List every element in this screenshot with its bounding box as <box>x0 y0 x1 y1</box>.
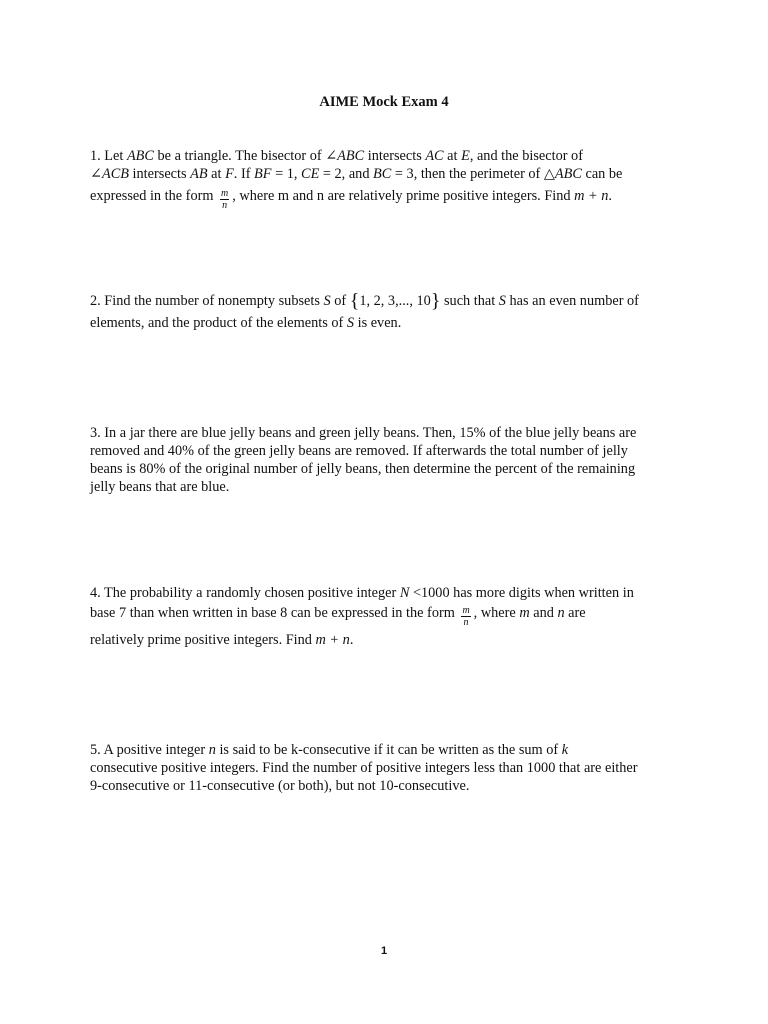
fraction-m-over-n: $\frac{m}{n}$ <box>462 605 470 628</box>
problem-3-line-3: beans is 80% of the original number of jelly beans, then determine the percent of the remaining <box>90 461 636 477</box>
problem-5-line-2: consecutive positive integers. Find the number of positive integers less than 1000 that are either <box>90 760 638 776</box>
page-number: 1 <box>380 945 388 957</box>
problem-5-line-1: 5. A positive integer n is said to be k-consecutive if it can be written as the sum of k <box>90 742 569 758</box>
problem-3-line-2: removed and 40% of the green jelly beans are removed. If afterwards the total number of jelly <box>90 443 628 459</box>
problem-5-line-3: 9-consecutive or 11-consecutive (or both), but not 10-consecutive. <box>90 778 470 794</box>
problem-2-line-1: 2. Find the number of nonempty subsets S of {1, 2, 3,..., 10} such that S has an even number of <box>90 290 639 312</box>
problem-3-line-1: 3. In a jar there are blue jelly beans and green jelly beans. Then, 15% of the blue jelly beans are <box>90 425 637 441</box>
problem-4-line-1: 4. The probability a randomly chosen positive integer N <1000 has more digits when written in <box>90 585 634 601</box>
page-title: AIME Mock Exam 4 <box>319 94 449 110</box>
problem-3 <box>90 424 690 496</box>
problem-1-line-1: 1. Let ABC be a triangle. The bisector of ∠ABC intersects AC at E, and the bisector of <box>90 148 583 164</box>
problem-4-line-2: base 7 than when written in base 8 can be expressed in the form $\frac{m}{n}$ , where m and n are <box>90 604 586 628</box>
fraction-m-over-n: $\frac{m}{n}$ <box>221 188 229 211</box>
problem-3-line-4: jelly beans that are blue. <box>90 479 230 495</box>
problem-2 <box>90 290 690 332</box>
problem-1 <box>90 147 690 211</box>
problem-2-line-2: elements, and the product of the elements of S is even. <box>90 315 402 331</box>
problem-4 <box>90 584 690 649</box>
problem-5 <box>90 741 690 795</box>
problem-1-line-3: expressed in the form $\frac{m}{n}$ , where m and n are relatively prime positive integers. Find m + n. <box>90 187 612 211</box>
problem-1-line-2: ∠ACB intersects AB at F. If BF = 1, CE = 2, and BC = 3, then the perimeter of △ABC can be <box>90 166 623 182</box>
problem-4-line-3: relatively prime positive integers. Find m + n. <box>90 632 354 648</box>
